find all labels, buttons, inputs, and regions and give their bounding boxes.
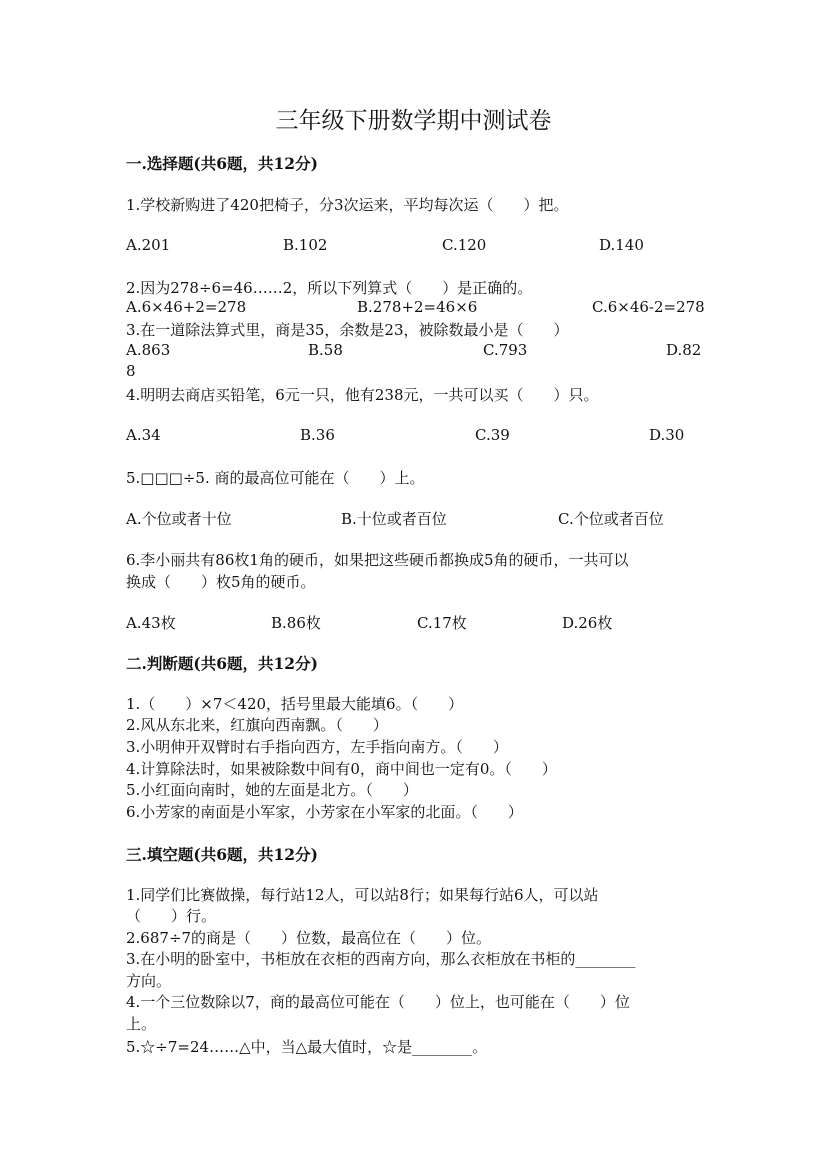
question-text: 4.明明去商店买铅笔，6元一只，他有238元，一共可以买（ ）只。 bbox=[126, 386, 599, 404]
fill-line: 3.在小明的卧室中，书柜放在衣柜的西南方向，那么衣柜放在书柜的________ bbox=[126, 950, 636, 968]
fill-line: 1.同学们比赛做操，每行站12人，可以站8行；如果每行站6人，可以站 bbox=[126, 886, 599, 904]
option-b: B.102 bbox=[283, 236, 328, 254]
question-text: 5.□□□÷5. 商的最高位可能在（ ）上。 bbox=[126, 469, 425, 487]
fill-line: 方向。 bbox=[126, 972, 172, 990]
option-b: B.36 bbox=[300, 426, 335, 444]
option-b: B.86枚 bbox=[271, 614, 321, 632]
option-b: B.58 bbox=[308, 341, 343, 359]
question-text: 6.李小丽共有86枚1角的硬币，如果把这些硬币都换成5角的硬币，一共可以 bbox=[126, 551, 629, 569]
option-a: A.201 bbox=[126, 236, 171, 254]
option-d: D.30 bbox=[649, 426, 685, 444]
fill-line: （ ）行。 bbox=[126, 907, 217, 925]
judgement-item: 3.小明伸开双臂时右手指向西方，左手指向南方。（ ） bbox=[126, 738, 508, 756]
option-c: C.个位或者百位 bbox=[558, 510, 664, 528]
fill-line: 4.一个三位数除以7，商的最高位可能在（ ）位上，也可能在（ ）位 bbox=[126, 993, 630, 1011]
option-a: A.43枚 bbox=[126, 614, 176, 632]
judgement-item: 5.小红面向南时，她的左面是北方。（ ） bbox=[126, 781, 418, 799]
question-text: 3.在一道除法算式里，商是35，余数是23，被除数最小是（ ） bbox=[126, 321, 569, 339]
option-a: A.个位或者十位 bbox=[126, 510, 232, 528]
option-d: D.82 bbox=[666, 341, 702, 359]
option-c: C.6×46-2=278 bbox=[592, 298, 705, 316]
page-title: 三年级下册数学期中测试卷 bbox=[275, 108, 552, 134]
option-b: B.278+2=46×6 bbox=[357, 298, 478, 316]
judgement-item: 2.风从东北来，红旗向西南飘。（ ） bbox=[126, 716, 388, 734]
judgement-item: 6.小芳家的南面是小军家，小芳家在小军家的北面。（ ） bbox=[126, 803, 523, 821]
section-heading-choice: 一.选择题(共6题，共12分) bbox=[126, 154, 318, 173]
question-text-continued: 换成（ ）枚5角的硬币。 bbox=[126, 573, 316, 591]
fill-line: 2.687÷7的商是（ ）位数，最高位在（ ）位。 bbox=[126, 929, 492, 947]
option-b: B.十位或者百位 bbox=[341, 510, 447, 528]
fill-line: 5.☆÷7=24……△中，当△最大值时，☆是________。 bbox=[126, 1038, 488, 1056]
section-heading-judgement: 二.判断题(共6题，共12分) bbox=[126, 654, 318, 673]
option-d: D.26枚 bbox=[562, 614, 613, 632]
option-a: A.6×46+2=278 bbox=[126, 298, 247, 316]
option-c: C.17枚 bbox=[417, 614, 467, 632]
judgement-item: 4.计算除法时，如果被除数中间有0，商中间也一定有0。（ ） bbox=[126, 760, 557, 778]
option-a: A.34 bbox=[126, 426, 161, 444]
option-d: D.140 bbox=[599, 236, 644, 254]
option-c: C.793 bbox=[483, 341, 528, 359]
option-c: C.120 bbox=[442, 236, 487, 254]
question-text: 2.因为278÷6=46……2，所以下列算式（ ）是正确的。 bbox=[126, 279, 533, 297]
question-text: 1.学校新购进了420把椅子，分3次运来，平均每次运（ ）把。 bbox=[126, 196, 569, 214]
option-a: A.863 bbox=[126, 341, 171, 359]
option-c: C.39 bbox=[475, 426, 510, 444]
option-d-wrap: 8 bbox=[126, 362, 136, 380]
judgement-item: 1.（ ）×7＜420，括号里最大能填6。（ ） bbox=[126, 695, 464, 713]
fill-line: 上。 bbox=[126, 1015, 157, 1033]
section-heading-fill: 三.填空题(共6题，共12分) bbox=[126, 845, 318, 864]
